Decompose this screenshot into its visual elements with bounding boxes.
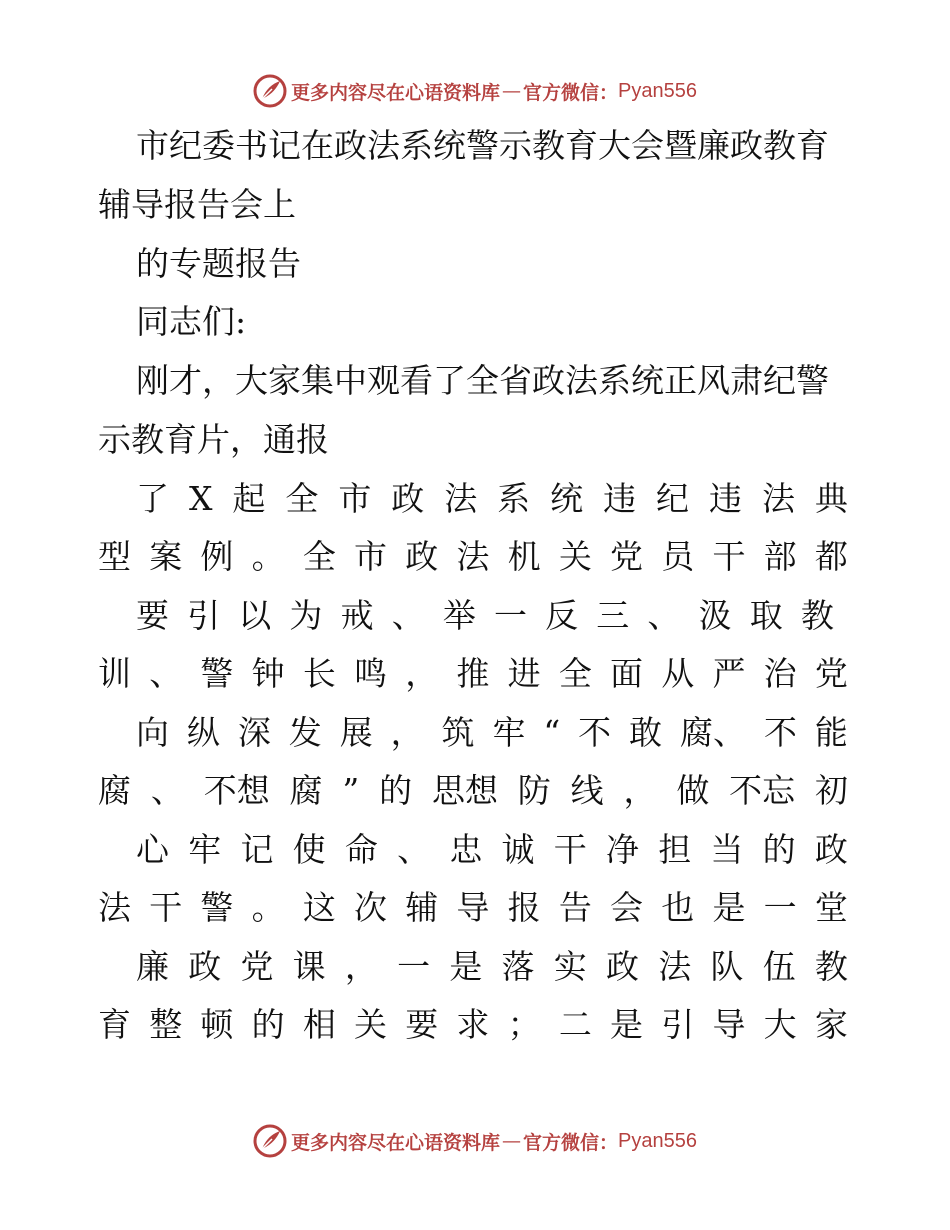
text-token: 不忘 <box>729 771 796 810</box>
banner-separator: — <box>502 1130 522 1152</box>
text-token: ， <box>344 947 378 986</box>
justified-line-2 <box>98 535 848 579</box>
text-token: 牢 <box>188 830 222 869</box>
text-token: 案 <box>149 537 183 576</box>
text-token: 教 <box>800 596 834 635</box>
text-token: 伍 <box>762 947 796 986</box>
justified-line-1 <box>136 477 848 521</box>
greeting: 同志们: <box>136 302 247 341</box>
text-token: 不 <box>763 713 797 752</box>
text-token: 廉 <box>136 947 169 986</box>
text-token: 取 <box>749 596 783 635</box>
text-token: 系 <box>497 479 531 518</box>
text-token: 法 <box>658 947 692 986</box>
text-token: 一 <box>493 596 527 635</box>
text-token: 展 <box>339 713 373 752</box>
text-token: “ <box>543 713 561 752</box>
text-token: 、 <box>150 771 184 810</box>
text-token: 部 <box>763 537 797 576</box>
text-token: 进 <box>507 654 541 693</box>
text-token: 心 <box>136 830 169 869</box>
text-token: 训 <box>98 654 131 693</box>
text-token: 举 <box>442 596 476 635</box>
text-token: 、 <box>391 596 425 635</box>
text-token: 腐 <box>98 771 131 810</box>
text-token: 课 <box>292 947 326 986</box>
justified-line-7 <box>136 828 848 872</box>
text-token: 诚 <box>501 830 535 869</box>
text-token: 从 <box>661 654 695 693</box>
text-token: 担 <box>658 830 692 869</box>
text-token: 相 <box>302 1005 336 1044</box>
text-token: 要 <box>136 596 169 635</box>
text-token: 了 <box>136 479 169 518</box>
text-token: 忠 <box>449 830 483 869</box>
text-token: 党 <box>240 947 274 986</box>
text-token: 干 <box>553 830 587 869</box>
text-token: 违 <box>708 479 742 518</box>
text-token: 整 <box>149 1005 183 1044</box>
text-token: 是 <box>449 947 483 986</box>
text-token: 发 <box>288 713 322 752</box>
text-token: 教 <box>814 947 848 986</box>
text-token: 当 <box>710 830 744 869</box>
text-token: 引 <box>661 1005 695 1044</box>
text-token: 警 <box>200 888 234 927</box>
banner-site-text: 更多内容尽在心语资料库 <box>291 81 501 104</box>
text-token: X <box>188 479 213 518</box>
text-token: 干 <box>149 888 183 927</box>
text-token: 一 <box>763 888 797 927</box>
text-token: 的 <box>762 830 796 869</box>
text-token: 严 <box>712 654 746 693</box>
text-token: 牢 <box>492 713 526 752</box>
text-token: 政 <box>405 537 439 576</box>
banner-wechat-id: Pyan556 <box>618 79 697 102</box>
text-token: 是 <box>610 1005 644 1044</box>
text-token: 法 <box>444 479 478 518</box>
text-token: 初 <box>815 771 848 810</box>
text-token: 家 <box>814 1005 848 1044</box>
justified-line-10 <box>98 1003 848 1047</box>
text-token: ， <box>405 654 439 693</box>
text-token: 思想 <box>431 771 498 810</box>
text-token: 二 <box>558 1005 592 1044</box>
text-token: ， <box>390 713 424 752</box>
text-token: 引 <box>187 596 221 635</box>
text-token: 这 <box>302 888 336 927</box>
text-token: 会 <box>610 888 644 927</box>
text-token: 净 <box>605 830 639 869</box>
text-token: 导 <box>712 1005 746 1044</box>
text-token: 法 <box>98 888 131 927</box>
text-token: 防 <box>517 771 551 810</box>
text-token: 使 <box>292 830 326 869</box>
text-token: ， <box>623 771 657 810</box>
text-token: 汲 <box>698 596 732 635</box>
text-token: 队 <box>710 947 744 986</box>
title-line-1: 市纪委书记在政法系统警示教育大会暨廉政教育 <box>136 126 829 165</box>
banner-wechat-label: 官方微信： <box>523 81 619 104</box>
text-token: 全 <box>302 537 336 576</box>
top-banner <box>0 71 950 111</box>
text-token: 员 <box>661 537 695 576</box>
text-token: 都 <box>814 537 848 576</box>
text-token: ； <box>507 1005 541 1044</box>
text-token: 不想 <box>203 771 270 810</box>
justified-line-5 <box>136 711 848 755</box>
title-line-3: 的专题报告 <box>136 244 301 283</box>
text-token: 起 <box>232 479 266 518</box>
text-token: 关 <box>354 1005 388 1044</box>
text-token: 做 <box>676 771 710 810</box>
text-token: 实 <box>553 947 587 986</box>
text-token: 典 <box>814 479 848 518</box>
text-token: 落 <box>501 947 535 986</box>
text-token: 一 <box>397 947 431 986</box>
text-token: 警 <box>200 654 234 693</box>
text-token: 法 <box>456 537 490 576</box>
text-token: 告 <box>558 888 592 927</box>
text-token: 党 <box>814 654 848 693</box>
text-token: 不 <box>578 713 612 752</box>
justified-line-9 <box>136 945 848 989</box>
text-token: 深 <box>237 713 271 752</box>
text-token: 长 <box>302 654 336 693</box>
text-token: 政 <box>391 479 425 518</box>
text-token: 次 <box>354 888 388 927</box>
text-token: 面 <box>610 654 644 693</box>
text-token: 也 <box>661 888 695 927</box>
text-token: 辅 <box>405 888 439 927</box>
text-token: 、 <box>647 596 681 635</box>
text-token: 纵 <box>186 713 220 752</box>
text-token: 记 <box>240 830 274 869</box>
text-token: 。 <box>251 888 285 927</box>
text-token: 育 <box>98 1005 131 1044</box>
text-token: 统 <box>550 479 584 518</box>
text-token: 市 <box>354 537 388 576</box>
text-token: 违 <box>603 479 637 518</box>
text-token: 能 <box>814 713 848 752</box>
text-token: 以 <box>238 596 272 635</box>
paragraph-line-2: 示教育片，通报 <box>98 420 329 459</box>
text-token: 干 <box>712 537 746 576</box>
text-token: 钟 <box>251 654 285 693</box>
text-token: 市 <box>338 479 372 518</box>
text-token: 堂 <box>814 888 848 927</box>
text-token: 政 <box>814 830 848 869</box>
text-token: 。 <box>251 537 285 576</box>
justified-line-8 <box>98 886 848 930</box>
text-token: 导 <box>456 888 490 927</box>
banner-wechat-label: 官方微信： <box>523 1131 619 1154</box>
text-token: 鸣 <box>354 654 388 693</box>
text-token: 的 <box>251 1005 285 1044</box>
text-token: 政 <box>605 947 639 986</box>
text-token: 要 <box>405 1005 439 1044</box>
text-token: 顿 <box>200 1005 234 1044</box>
text-token: ” <box>342 771 360 810</box>
text-token: 全 <box>558 654 592 693</box>
banner-wechat-id: Pyan556 <box>618 1129 697 1152</box>
text-token: 例 <box>200 537 234 576</box>
text-token: 报 <box>507 888 541 927</box>
text-token: 向 <box>136 713 169 752</box>
text-token: 求 <box>456 1005 490 1044</box>
text-token: 敢 <box>629 713 663 752</box>
text-token: 全 <box>285 479 319 518</box>
feather-pen-logo-icon <box>253 1124 287 1158</box>
text-token: 推 <box>456 654 490 693</box>
text-token: 纪 <box>656 479 690 518</box>
bottom-banner <box>0 1121 950 1161</box>
text-token: 、 <box>397 830 431 869</box>
justified-line-6 <box>98 769 848 813</box>
text-token: 反 <box>545 596 579 635</box>
justified-line-3 <box>136 594 834 638</box>
text-token: 命 <box>344 830 378 869</box>
justified-line-4 <box>98 652 848 696</box>
paragraph-line-1: 刚才，大家集中观看了全省政法系统正风肃纪警 <box>136 361 829 400</box>
text-token: 、 <box>149 654 183 693</box>
banner-separator: — <box>502 80 522 102</box>
text-token: 法 <box>761 479 795 518</box>
feather-pen-logo-icon <box>253 74 287 108</box>
text-token: 戒 <box>340 596 374 635</box>
text-token: 治 <box>763 654 797 693</box>
text-token: 腐 <box>289 771 323 810</box>
text-token: 三 <box>596 596 630 635</box>
text-token: 的 <box>379 771 413 810</box>
title-line-2: 辅导报告会上 <box>98 185 296 224</box>
text-token: 政 <box>188 947 222 986</box>
text-token: 筑 <box>441 713 475 752</box>
banner-site-text: 更多内容尽在心语资料库 <box>291 1131 501 1154</box>
text-token: 关 <box>558 537 592 576</box>
text-token: 腐、 <box>680 713 747 752</box>
text-token: 线 <box>570 771 604 810</box>
text-token: 大 <box>763 1005 797 1044</box>
text-token: 为 <box>289 596 323 635</box>
text-token: 型 <box>98 537 131 576</box>
text-token: 是 <box>712 888 746 927</box>
text-token: 党 <box>610 537 644 576</box>
text-token: 机 <box>507 537 541 576</box>
